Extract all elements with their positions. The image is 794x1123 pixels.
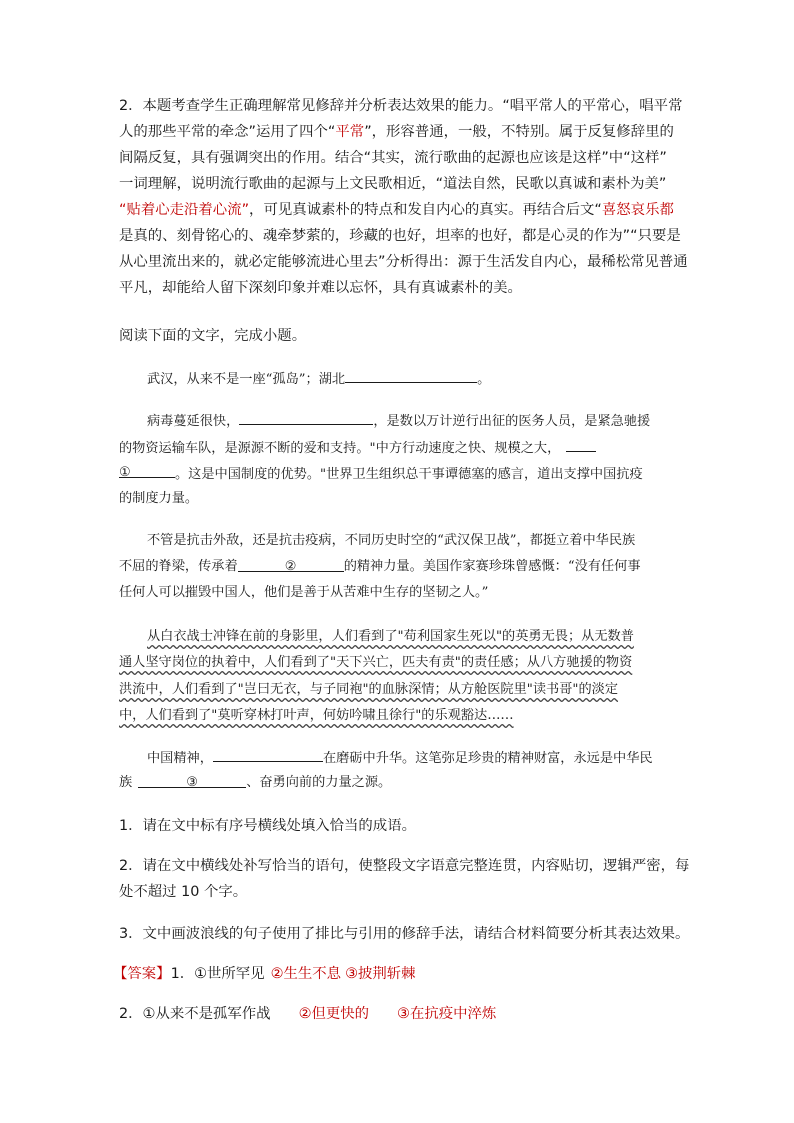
passage-text: 的精神力量。美国作家赛珍珠曾感慨：“没有任何事 — [343, 559, 641, 574]
explanation-text: 2．本题考查学生正确理解常见修辞并分析表达效果的能力。“唱平常人的平常心，唱平常 — [119, 98, 683, 114]
passage-text: 的物资运输车队，是源源不断的爱和支持。"中方行动速度之快、规模之大， — [119, 441, 561, 456]
explanation-text: 平凡，却能给人留下深刻印象并难以忘怀，具有真诚素朴的美。 — [119, 280, 522, 296]
quoted-phrase-red: “贴着心走沿着心流” — [119, 202, 250, 218]
explanation-text: ，可见真诚素朴的特点和发自内心的真实。再结合后文“ — [249, 202, 602, 218]
question-2-cont: 处不超过 10 个字。 — [119, 884, 248, 900]
answer-item: ①从来不是孤军作战 — [142, 1006, 271, 1022]
quoted-phrase-red: 平常 — [335, 124, 365, 140]
answer-number: 2． — [119, 1006, 143, 1022]
wavy-underlined-line: 中，人们看到了"莫听穿林打叶声，何妨吟啸且徐行"的乐观豁达…… — [119, 708, 514, 723]
explanation-line — [119, 278, 522, 298]
passage-line — [119, 773, 391, 793]
explanation-text: 人的那些平常的牵念”运用了四个“ — [119, 124, 336, 140]
passage-paragraph-1 — [147, 368, 490, 390]
answer-line-1 — [113, 964, 416, 984]
wavy-underlined-line: 通人坚守岗位的执着中，人们看到了"天下兴亡，匹夫有责"的责任感；从八方驰援的物资 — [119, 655, 633, 670]
explanation-line — [119, 252, 688, 272]
explanation-line — [119, 200, 674, 220]
passage-text: 。 — [477, 372, 491, 387]
answer-item: ①世所罕见 — [194, 966, 265, 982]
passage-line: 的制度力量。 — [119, 491, 199, 506]
idiom-blank-3[interactable] — [138, 773, 246, 788]
passage-text: 武汉，从来不是一座“孤岛”；湖北 — [147, 372, 346, 387]
answer-item: ②生生不息 — [270, 966, 342, 982]
passage-line — [147, 410, 650, 432]
idiom-blank-2[interactable] — [238, 557, 344, 572]
answer-item: ②但更快的 — [298, 1006, 370, 1022]
wavy-underlined-line: 从白衣战士冲锋在前的身影里，人们看到了"苟利国家生死以"的英勇无畏；从无数普 — [147, 629, 634, 644]
passage-text: 。这是中国制度的优势。"世界卫生组织总干事谭德塞的感言，道出支撑中国抗疫 — [175, 467, 643, 482]
idiom-blank-1[interactable] — [119, 463, 175, 478]
passage-line — [119, 557, 641, 577]
question-2: 2．请在文中横线处补写恰当的语句，使整段文字语意完整连贯，内容贴切，逻辑严密，每 — [119, 858, 690, 874]
answer-line-2 — [119, 1004, 496, 1024]
explanation-line — [119, 148, 667, 168]
question-3: 3．文中画波浪线的句子使用了排比与引用的修辞手法，请结合材料简要分析其表达效果。 — [119, 926, 690, 942]
wavy-underlined-line: 洪流中，人们看到了"岂曰无衣，与子同袍"的血脉深情；从方舱医院里"读书哥"的淡定 — [119, 682, 619, 697]
passage-line: 不管是抗击外敌，还是抗击疫病，不同历史时空的“武汉保卫战”，都挺立着中华民族 — [147, 533, 636, 548]
fill-blank[interactable] — [213, 747, 323, 762]
explanation-line — [119, 174, 666, 194]
passage-text: 病毒蔓延很快， — [147, 414, 240, 429]
answer-item: ③披荆斩棘 — [345, 966, 416, 982]
blank-number: ① — [119, 465, 131, 480]
passage-line — [119, 463, 643, 485]
answer-number: 1． — [170, 966, 195, 982]
passage-line: 任何人可以摧毁中国人，他们是善于从苦难中生存的坚韧之人。” — [119, 585, 489, 600]
question-1: 1．请在文中标有序号横线处填入恰当的成语。 — [119, 818, 416, 834]
fill-blank[interactable] — [345, 368, 477, 383]
explanation-line — [119, 96, 682, 116]
passage-text: ，是数以万计逆行出征的医务人员，是紧急驰援 — [373, 414, 651, 429]
blank-number: ② — [284, 559, 297, 574]
explanation-text: ”，形容普通，一般，不特别。属于反复修辞里的 — [364, 124, 674, 140]
explanation-line — [119, 226, 681, 246]
explanation-text: 是真的、刻骨铭心的、魂牵梦萦的，珍藏的也好，坦率的也好，都是心灵的作为”“只要是 — [119, 228, 681, 244]
passage-text: 不屈的脊梁，传承着 — [119, 559, 238, 574]
explanation-text: 从心里流出来的，就必定能够流进心里去”分析得出：源于生活发自内心，最稀松常见普通 — [119, 254, 688, 270]
quoted-phrase-red: 喜怒哀乐都 — [601, 202, 674, 218]
passage-line — [147, 747, 653, 769]
blank-number: ③ — [186, 775, 199, 790]
explanation-text: 一词理解，说明流行歌曲的起源与上文民歌相近，“道法自然，民歌以真诚和素朴为美” — [119, 176, 667, 192]
passage-text: 族 — [119, 775, 133, 790]
passage-text: 在磨砺中升华。这笔弥足珍贵的精神财富，永远是中华民 — [322, 751, 653, 766]
fill-blank[interactable] — [239, 410, 373, 425]
passage-text: 、奋勇向前的力量之源。 — [246, 775, 392, 790]
answer-item: ③在抗疫中淬炼 — [397, 1006, 497, 1022]
reading-prompt: 阅读下面的文字，完成小题。 — [119, 328, 307, 344]
explanation-text: 间隔反复，具有强调突出的作用。结合“其实，流行歌曲的起源也应该是这样”中“这样” — [119, 150, 667, 166]
passage-text: 中国精神， — [147, 751, 213, 766]
explanation-line — [119, 122, 674, 142]
passage-line — [119, 437, 596, 459]
idiom-blank-1-start[interactable] — [566, 437, 596, 452]
answer-tag: 【答案】 — [113, 966, 171, 982]
